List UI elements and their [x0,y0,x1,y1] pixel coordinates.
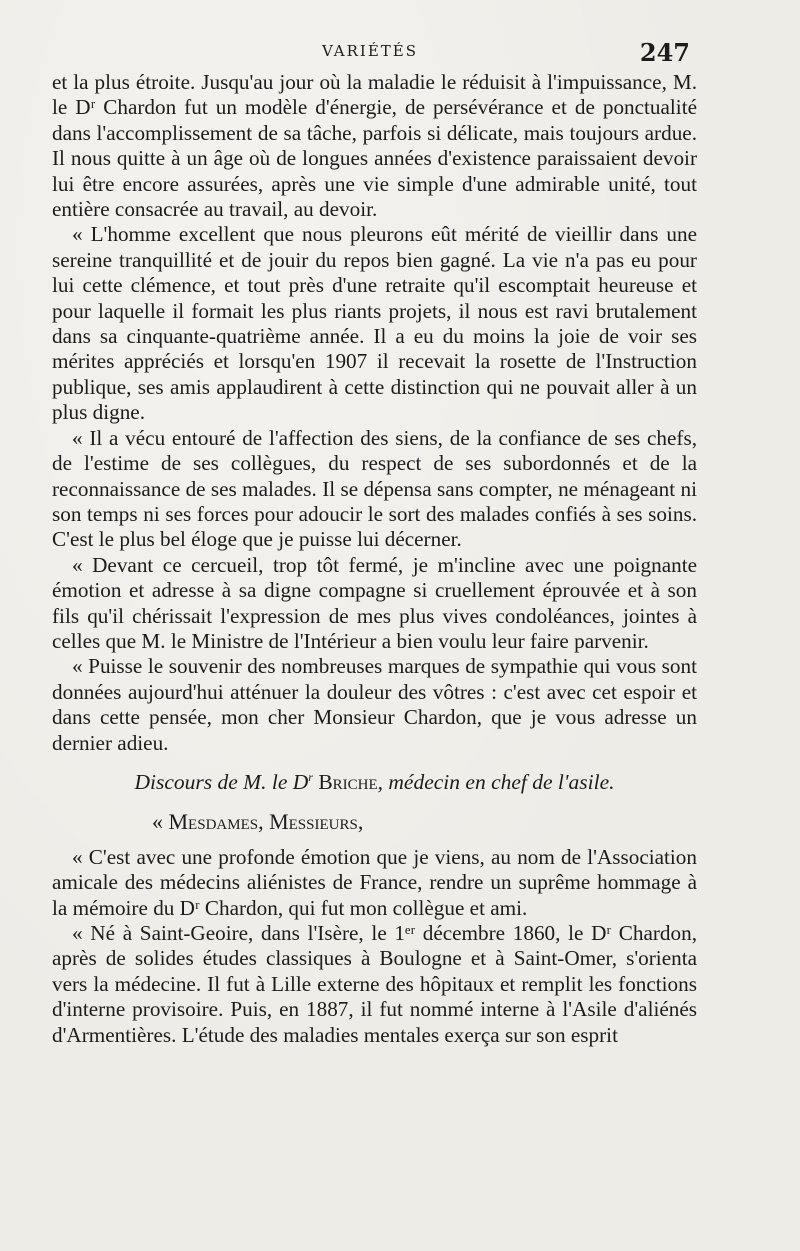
paragraph: « Devant ce cercueil, trop tôt fermé, je m'incline avec une poignante émotion et adresse à sa digne compagne si cruellement éprouvée et à son fils qu'il chérissait l'expression de mes plus vives condoléances, jointes à celles que M. le Ministre de l'Intérieur a bien voulu leur faire parvenir. [52,552,697,653]
page-body [52,70,697,1048]
heading-suffix: , médecin en chef de l'asile. [377,769,615,794]
page-number: 247 [639,38,690,67]
paragraph: et la plus étroite. Jusqu'au jour où la maladie le réduisit à l'impuissance, M. le Dʳ Chardon fut un modèle d'énergie, de persévérance et de ponctualité dans l'accomplissement de sa tâche, parfois si délicate, mais toujours ardue. Il nous quitte à un âge où de longues années d'existence paraissaient devoir lui être encore assurées, après une vie simple d'une admirable unité, tout entière consacrée au travail, au devoir. [52,70,697,222]
heading-sup: r [308,769,313,784]
running-head: VARIÉTÉS [321,42,419,60]
salutation: « Mesdames, Messieurs, [152,809,364,835]
paragraph: « Né à Saint-Geoire, dans l'Isère, le 1ᵉʳ décembre 1860, le Dʳ Chardon, après de solides études classiques à Boulogne et à Saint-Omer, s'orienta vers la médecine. Il fut à Lille externe des hôpitaux et remplit les fonctions d'interne provisoire. Puis, en 1887, il fut nommé interne à l'Asile d'aliénés d'Armentières. L'étude des maladies mentales exerça sur son esprit [52,921,697,1047]
heading-prefix: Discours de M. le D [134,769,309,794]
page-header [52,38,688,68]
paragraph: « Puisse le souvenir des nombreuses marques de sympathie qui vous sont données aujourd'hui atténuer la douleur des vôtres : c'est avec cet espoir et dans cette pensée, mon cher Monsieur Chardon, que je vous adresse un dernier adieu. [52,654,697,755]
paragraph: « Il a vécu entouré de l'affection des siens, de la confiance de ses chefs, de l'estime de ses collègues, du respect de ses subordonnés et de la reconnaissance de ses malades. Il se dépensa sans compter, ne ménageant ni son temps ni ses forces pour adoucir le sort des malades confiés à ses soins. C'est le plus bel éloge que je puisse lui décerner. [52,425,697,552]
paragraph: « C'est avec une profonde émotion que je viens, au nom de l'Association amicale des médecins aliénistes de France, rendre un suprême hommage à la mémoire du Dʳ Chardon, qui fut mon collègue et ami. [52,844,697,920]
paragraph: « L'homme excellent que nous pleurons eût mérité de vieillir dans une sereine tranquillité et de jouir du repos bien gagné. La vie n'a pas eu pour lui cette clémence, et tout près d'une retraite qu'il escomptait heureuse et pour laquelle il formait les plus riants projets, il nous est ravi brutalement dans sa cinquante-quatrième année. Il a eu du moins la joie de voir ses mérites appréciés et lorsqu'en 1907 il recevait la rosette de l'Instruction publique, ses amis applaudirent à cette distinction qui ne pouvait aller à un plus digne. [52,222,697,425]
section-heading [52,770,697,795]
heading-name: Briche [318,769,378,794]
